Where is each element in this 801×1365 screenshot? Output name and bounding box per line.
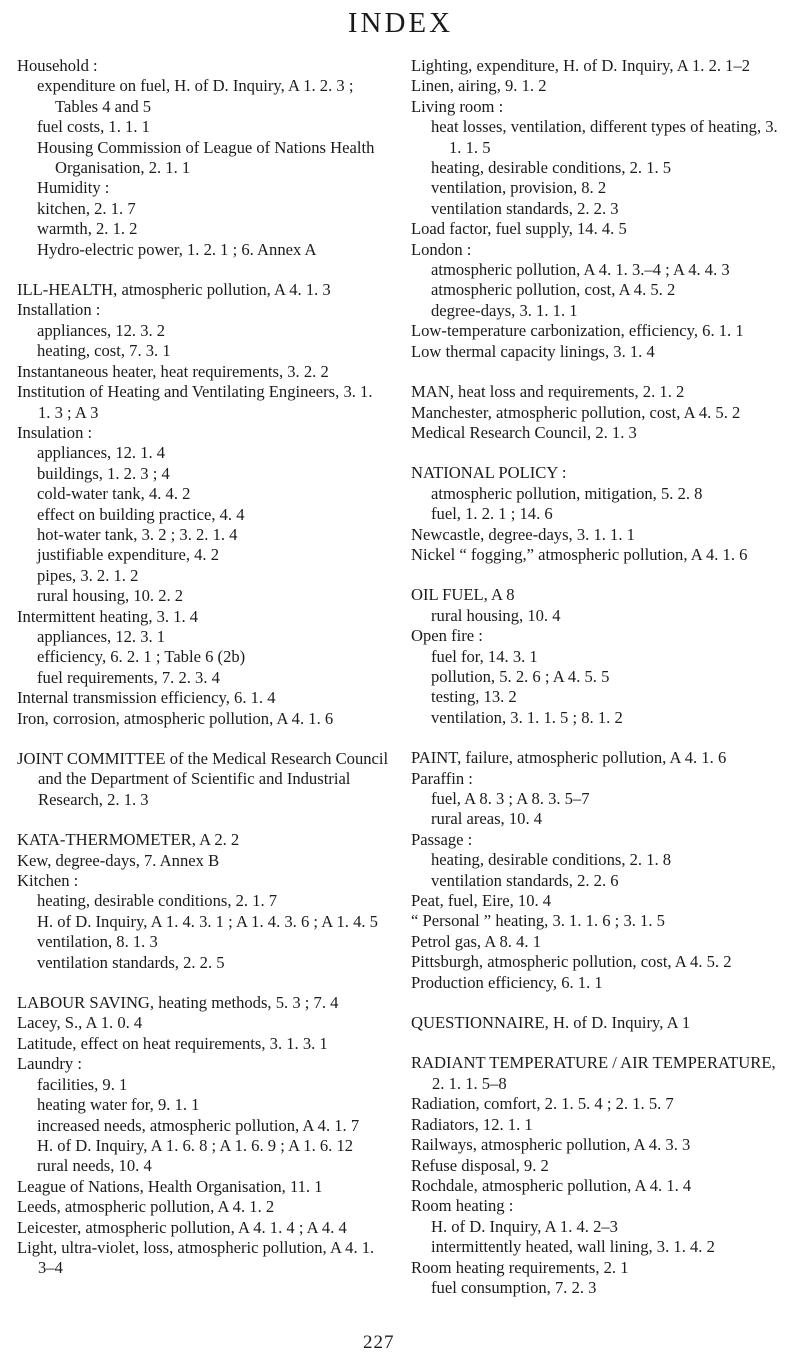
index-subentry: facilities, 9. 1 xyxy=(37,1074,128,1094)
index-heading: Living room : xyxy=(411,96,504,116)
index-entry xyxy=(411,56,789,76)
index-entry xyxy=(17,1197,389,1217)
index-entry xyxy=(17,688,389,708)
index-entry xyxy=(411,1053,789,1094)
index-entry xyxy=(17,56,389,260)
index-subentry: pollution, 5. 2. 6 ; A 4. 5. 5 xyxy=(431,666,610,686)
index-heading: OIL FUEL, A 8 xyxy=(411,585,515,605)
section-gap xyxy=(17,810,389,830)
index-heading: Manchester, atmospheric pollution, cost, A 4. 5. 2 xyxy=(411,402,741,422)
section-gap xyxy=(411,728,789,748)
index-heading: MAN, heat loss and requirements, 2. 1. 2 xyxy=(411,382,685,402)
index-heading: Latitude, effect on heat requirements, 3. 1. 3. 1 xyxy=(17,1033,328,1053)
index-subentry: heating, desirable conditions, 2. 1. 5 xyxy=(431,158,672,178)
index-heading: Room heating : xyxy=(411,1196,514,1216)
index-subentry: heating, cost, 7. 3. 1 xyxy=(37,341,171,361)
index-entry xyxy=(411,240,789,322)
index-subentry: fuel for, 14. 3. 1 xyxy=(431,646,538,666)
index-entry xyxy=(17,280,389,300)
index-heading: Light, ultra-violet, loss, atmospheric pollution, A 4. 1. 3–4 xyxy=(17,1237,375,1278)
index-entry xyxy=(411,973,789,993)
index-entry xyxy=(411,76,789,96)
index-entry xyxy=(411,423,789,443)
index-heading: Lacey, S., A 1. 0. 4 xyxy=(17,1013,143,1033)
index-entry xyxy=(17,423,389,607)
index-heading: QUESTIONNAIRE, H. of D. Inquiry, A 1 xyxy=(411,1013,691,1033)
index-subentry: effect on building practice, 4. 4 xyxy=(37,504,245,524)
index-entry xyxy=(411,382,789,402)
index-subentry: atmospheric pollution, mitigation, 5. 2. 8 xyxy=(431,483,703,503)
index-entry xyxy=(17,1177,389,1197)
index-subentry: heat losses, ventilation, different types of heating, 3. 1. 1. 5 xyxy=(431,117,778,157)
index-entry xyxy=(17,709,389,729)
index-subentry: fuel, 1. 2. 1 ; 14. 6 xyxy=(431,504,553,524)
index-heading: Household : xyxy=(17,56,98,75)
index-subentry: warmth, 2. 1. 2 xyxy=(37,219,138,239)
index-entry xyxy=(411,342,789,362)
index-heading: Newcastle, degree-days, 3. 1. 1. 1 xyxy=(411,524,635,544)
index-subentry: H. of D. Inquiry, A 1. 4. 3. 1 ; A 1. 4. 3. 6 ; A 1. 4. 5 xyxy=(37,911,378,931)
index-entry xyxy=(411,830,789,891)
index-heading: Nickel “ fogging,” atmospheric pollution, A 4. 1. 6 xyxy=(411,544,748,564)
index-entry xyxy=(411,1258,789,1299)
index-subentry: efficiency, 6. 2. 1 ; Table 6 (2b) xyxy=(37,647,246,667)
index-heading: PAINT, failure, atmospheric pollution, A 4. 1. 6 xyxy=(411,748,727,768)
index-entry xyxy=(411,911,789,931)
index-heading: Linen, airing, 9. 1. 2 xyxy=(411,76,547,96)
index-subentry: Housing Commission of League of Nations Health Organisation, 2. 1. 1 xyxy=(37,137,375,178)
index-entry xyxy=(17,749,389,810)
index-subentry: heating, desirable conditions, 2. 1. 8 xyxy=(431,850,672,870)
index-subentry: fuel costs, 1. 1. 1 xyxy=(37,117,150,137)
index-entry xyxy=(17,993,389,1013)
index-heading: Instantaneous heater, heat requirements, 3. 2. 2 xyxy=(17,361,329,381)
index-subentry: atmospheric pollution, A 4. 1. 3.–4 ; A 4. 4. 3 xyxy=(431,260,730,280)
index-heading: Insulation : xyxy=(17,422,93,442)
index-subentry: appliances, 12. 3. 2 xyxy=(37,320,166,340)
index-entry xyxy=(411,769,789,830)
index-heading: KATA-THERMOMETER, A 2. 2 xyxy=(17,830,240,850)
index-subentry: hot-water tank, 3. 2 ; 3. 2. 1. 4 xyxy=(37,524,238,544)
index-entry xyxy=(411,525,789,545)
index-subentry: kitchen, 2. 1. 7 xyxy=(37,198,136,218)
index-subentry: ventilation standards, 2. 2. 5 xyxy=(37,952,225,972)
index-subentry: fuel consumption, 7. 2. 3 xyxy=(431,1277,597,1297)
index-entry xyxy=(411,97,789,219)
index-entry xyxy=(411,748,789,768)
index-subentry: fuel, A 8. 3 ; A 8. 3. 5–7 xyxy=(431,789,590,808)
index-heading: Production efficiency, 6. 1. 1 xyxy=(411,972,603,992)
index-subentry: increased needs, atmospheric pollution, A 4. 1. 7 xyxy=(37,1115,360,1135)
section-gap xyxy=(411,565,789,585)
index-entry xyxy=(411,1135,789,1155)
index-subentry: cold-water tank, 4. 4. 2 xyxy=(37,484,191,504)
index-entry xyxy=(411,219,789,239)
index-heading: Internal transmission efficiency, 6. 1. 4 xyxy=(17,688,276,708)
index-subentry: appliances, 12. 3. 1 xyxy=(37,626,166,646)
index-subentry: rural needs, 10. 4 xyxy=(37,1156,152,1176)
index-heading: Peat, fuel, Eire, 10. 4 xyxy=(411,891,552,911)
index-subentry: heating, desirable conditions, 2. 1. 7 xyxy=(37,891,278,911)
index-heading: NATIONAL POLICY : xyxy=(411,463,567,483)
index-subentry: heating water for, 9. 1. 1 xyxy=(37,1095,200,1115)
section-gap xyxy=(411,1033,789,1053)
index-heading: Kitchen : xyxy=(17,871,79,891)
index-column-right xyxy=(411,56,789,1298)
index-subentry: testing, 13. 2 xyxy=(431,687,517,707)
index-subentry: H. of D. Inquiry, A 1. 4. 2–3 xyxy=(431,1216,618,1236)
page-title: INDEX xyxy=(347,7,454,39)
index-heading: Open fire : xyxy=(411,626,483,646)
index-entry xyxy=(411,403,789,423)
index-subentry: rural housing, 10. 2. 2 xyxy=(37,586,184,606)
index-subentry: ventilation standards, 2. 2. 3 xyxy=(431,198,619,218)
index-entry xyxy=(17,1034,389,1054)
index-subentry: rural housing, 10. 4 xyxy=(431,605,561,625)
index-entry xyxy=(17,300,389,361)
index-heading: Intermittent heating, 3. 1. 4 xyxy=(17,606,199,626)
index-subentry: Humidity : xyxy=(37,178,110,198)
index-entry xyxy=(17,1013,389,1033)
index-entry xyxy=(411,1115,789,1135)
index-entry xyxy=(17,1054,389,1176)
index-subentry: fuel requirements, 7. 2. 3. 4 xyxy=(37,667,220,687)
index-heading: “ Personal ” heating, 3. 1. 1. 6 ; 3. 1. 5 xyxy=(411,911,665,931)
index-subentry: intermittently heated, wall lining, 3. 1. 4. 2 xyxy=(431,1237,715,1257)
index-subentry: ventilation standards, 2. 2. 6 xyxy=(431,870,619,890)
index-entry xyxy=(411,626,789,728)
index-heading: Rochdale, atmospheric pollution, A 4. 1. 4 xyxy=(411,1175,692,1195)
section-gap xyxy=(17,973,389,993)
index-entry xyxy=(411,1094,789,1114)
section-gap xyxy=(411,993,789,1013)
index-heading: Installation : xyxy=(17,300,101,320)
section-gap xyxy=(17,260,389,280)
index-subentry: buildings, 1. 2. 3 ; 4 xyxy=(37,463,170,483)
index-heading: Pittsburgh, atmospheric pollution, cost, A 4. 5. 2 xyxy=(411,952,732,972)
index-entry xyxy=(411,585,789,626)
index-entry xyxy=(17,1238,389,1279)
index-entry xyxy=(17,830,389,850)
index-subentry: Hydro-electric power, 1. 2. 1 ; 6. Annex A xyxy=(37,239,317,259)
index-heading: Paraffin : xyxy=(411,768,473,788)
index-entry xyxy=(17,607,389,689)
index-heading: RADIANT TEMPERATURE / AIR TEMPERATURE, 2. 1. 1. 5–8 xyxy=(411,1053,776,1093)
index-heading: League of Nations, Health Organisation, 11. 1 xyxy=(17,1176,323,1196)
index-entry xyxy=(17,851,389,871)
page-number: 227 xyxy=(363,1332,395,1353)
index-subentry: degree-days, 3. 1. 1. 1 xyxy=(431,300,578,320)
index-entry xyxy=(411,1176,789,1196)
index-heading: Petrol gas, A 8. 4. 1 xyxy=(411,931,541,951)
index-entry xyxy=(411,463,789,524)
index-entry xyxy=(17,362,389,382)
index-heading: LABOUR SAVING, heating methods, 5. 3 ; 7. 4 xyxy=(17,993,339,1013)
index-heading: Leeds, atmospheric pollution, A 4. 1. 2 xyxy=(17,1197,275,1217)
index-heading: London : xyxy=(411,239,472,259)
index-heading: Kew, degree-days, 7. Annex B xyxy=(17,850,220,870)
index-entry xyxy=(17,1218,389,1238)
index-heading: JOINT COMMITTEE of the Medical Research Council and the Department of Scientific and Industrial Research, 2. 1. 3 xyxy=(17,749,389,809)
index-subentry: H. of D. Inquiry, A 1. 6. 8 ; A 1. 6. 9 ; A 1. 6. 12 xyxy=(37,1135,354,1155)
index-subentry: appliances, 12. 1. 4 xyxy=(37,443,166,463)
index-entry xyxy=(411,1156,789,1176)
section-gap xyxy=(411,362,789,382)
index-entry xyxy=(411,1196,789,1257)
index-subentry: expenditure on fuel, H. of D. Inquiry, A 1. 2. 3 ; Tables 4 and 5 xyxy=(37,76,354,116)
index-subentry: justifiable expenditure, 4. 2 xyxy=(37,545,220,565)
index-heading: ILL-HEALTH, atmospheric pollution, A 4. 1. 3 xyxy=(17,280,331,300)
index-heading: Laundry : xyxy=(17,1054,82,1074)
index-entry xyxy=(411,1013,789,1033)
index-heading: Institution of Heating and Ventilating Engineers, 3. 1. 1. 3 ; A 3 xyxy=(17,382,373,422)
index-heading: Room heating requirements, 2. 1 xyxy=(411,1257,629,1277)
index-entry xyxy=(17,871,389,973)
index-column-left xyxy=(17,56,389,1279)
index-heading: Low-temperature carbonization, efficiency, 6. 1. 1 xyxy=(411,321,744,341)
index-entry xyxy=(411,952,789,972)
index-subentry: ventilation, 3. 1. 1. 5 ; 8. 1. 2 xyxy=(431,707,623,727)
index-entry xyxy=(411,932,789,952)
index-heading: Refuse disposal, 9. 2 xyxy=(411,1155,549,1175)
index-heading: Load factor, fuel supply, 14. 4. 5 xyxy=(411,219,627,239)
index-entry xyxy=(411,891,789,911)
index-subentry: atmospheric pollution, cost, A 4. 5. 2 xyxy=(431,280,676,300)
index-entry xyxy=(17,382,389,423)
index-subentry: rural areas, 10. 4 xyxy=(431,809,543,829)
section-gap xyxy=(17,729,389,749)
index-heading: Medical Research Council, 2. 1. 3 xyxy=(411,422,637,442)
index-heading: Leicester, atmospheric pollution, A 4. 1. 4 ; A 4. 4 xyxy=(17,1217,347,1237)
index-subentry: ventilation, 8. 1. 3 xyxy=(37,932,158,952)
index-subentry: ventilation, provision, 8. 2 xyxy=(431,178,607,198)
index-heading: Radiators, 12. 1. 1 xyxy=(411,1114,533,1134)
index-heading: Passage : xyxy=(411,829,473,849)
index-subentry: pipes, 3. 2. 1. 2 xyxy=(37,565,139,585)
index-entry xyxy=(411,545,789,565)
index-heading: Iron, corrosion, atmospheric pollution, A 4. 1. 6 xyxy=(17,708,334,728)
index-entry xyxy=(411,321,789,341)
index-heading: Lighting, expenditure, H. of D. Inquiry, A 1. 2. 1–2 xyxy=(411,56,751,75)
index-heading: Low thermal capacity linings, 3. 1. 4 xyxy=(411,341,655,361)
index-heading: Railways, atmospheric pollution, A 4. 3. 3 xyxy=(411,1135,691,1155)
index-heading: Radiation, comfort, 2. 1. 5. 4 ; 2. 1. 5. 7 xyxy=(411,1094,674,1114)
section-gap xyxy=(411,443,789,463)
